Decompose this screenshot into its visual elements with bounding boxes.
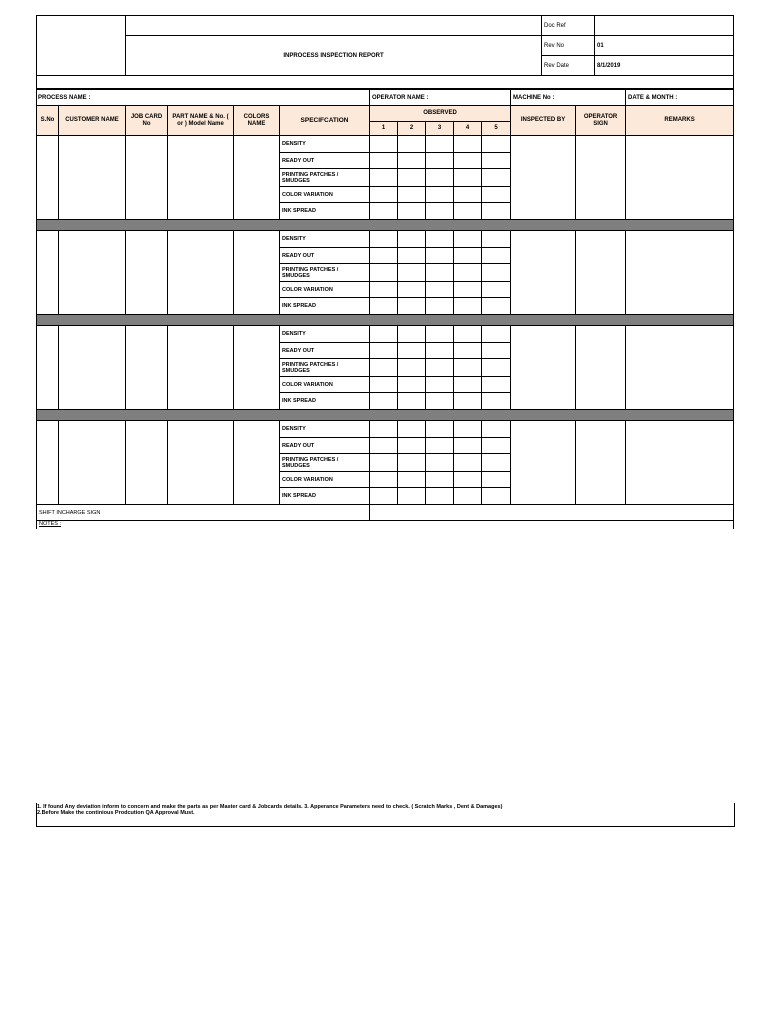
- separator-cell: [37, 410, 734, 421]
- observed-cell-5[interactable]: [482, 282, 511, 298]
- observed-cell-3[interactable]: [426, 488, 454, 505]
- part-name-cell[interactable]: [168, 136, 234, 220]
- observed-cell-5[interactable]: [482, 203, 511, 220]
- rev-no-label: Rev No: [542, 36, 595, 56]
- spec-label: READY OUT: [280, 438, 370, 454]
- observed-cell-5[interactable]: [482, 169, 511, 187]
- notes-cell: [37, 521, 734, 529]
- shift-incharge-sign-label: SHIFT INCHARGE SIGN: [37, 505, 370, 521]
- spec-label: PRINTING PATCHES / SMUDGES: [280, 359, 370, 377]
- spec-label: PRINTING PATCHES / SMUDGES: [280, 264, 370, 282]
- col-header-customer-name: CUSTOMER NAME: [59, 106, 126, 136]
- observed-cell-5[interactable]: [482, 153, 511, 169]
- observed-cell-1[interactable]: [370, 393, 398, 410]
- customer-name-cell[interactable]: [59, 421, 126, 505]
- remarks-cell[interactable]: [626, 421, 734, 505]
- table-row: [37, 421, 734, 438]
- block-separator: [37, 315, 734, 326]
- observed-cell-3[interactable]: [426, 359, 454, 377]
- col-header-remarks: REMARKS: [626, 106, 734, 136]
- col-header-job-card-no: JOB CARD No: [126, 106, 168, 136]
- observed-cell-3[interactable]: [426, 282, 454, 298]
- operator-name-label: OPERATOR NAME :: [370, 90, 511, 106]
- observed-cell-3[interactable]: [426, 472, 454, 488]
- colors-name-cell[interactable]: [234, 136, 280, 220]
- inspected-by-cell[interactable]: [511, 421, 576, 505]
- rev-no-value: 01: [595, 36, 734, 56]
- observed-cell-5[interactable]: [482, 454, 511, 472]
- observed-cell-1[interactable]: [370, 248, 398, 264]
- spec-label: READY OUT: [280, 248, 370, 264]
- observed-cell-1[interactable]: [370, 454, 398, 472]
- inspection-report-sheet: [36, 15, 733, 529]
- observed-cell-5[interactable]: [482, 136, 511, 153]
- observed-cell-4[interactable]: [454, 264, 482, 282]
- sno-cell[interactable]: [37, 136, 59, 220]
- observed-cell-3[interactable]: [426, 438, 454, 454]
- inspection-table: [36, 89, 734, 529]
- operator-sign-cell[interactable]: [576, 136, 626, 220]
- colors-name-cell[interactable]: [234, 231, 280, 315]
- spec-label: COLOR VARIATION: [280, 282, 370, 298]
- observed-cell-5[interactable]: [482, 393, 511, 410]
- colors-name-cell[interactable]: [234, 421, 280, 505]
- observed-cell-1[interactable]: [370, 136, 398, 153]
- col-header-observed: OBSERVED: [370, 106, 511, 122]
- spec-label: COLOR VARIATION: [280, 377, 370, 393]
- observed-cell-2[interactable]: [398, 421, 426, 438]
- col-header-sno: S.No: [37, 106, 59, 136]
- observed-cell-1[interactable]: [370, 488, 398, 505]
- observed-cell-3[interactable]: [426, 343, 454, 359]
- observed-cell-1[interactable]: [370, 343, 398, 359]
- remarks-cell[interactable]: [626, 231, 734, 315]
- part-name-cell[interactable]: [168, 421, 234, 505]
- observed-cell-1[interactable]: [370, 438, 398, 454]
- observed-cell-4[interactable]: [454, 282, 482, 298]
- col-header-part-name: PART NAME & No. ( or ) Model Name: [168, 106, 234, 136]
- observed-cell-2[interactable]: [398, 488, 426, 505]
- observed-cell-5[interactable]: [482, 472, 511, 488]
- operator-sign-cell[interactable]: [576, 421, 626, 505]
- spacer-row: [37, 76, 734, 89]
- customer-name-cell[interactable]: [59, 231, 126, 315]
- observed-cell-1[interactable]: [370, 472, 398, 488]
- job-card-no-cell[interactable]: [126, 136, 168, 220]
- note-1: 1. If found Any deviation inform to concern and make the parts as per Master card & Jobcards details. 3. Apperance Parameters need to check. ( Scratch Marks , Dent & Damages): [37, 804, 503, 810]
- observed-cell-5[interactable]: [482, 264, 511, 282]
- colors-name-cell[interactable]: [234, 326, 280, 410]
- spec-label: PRINTING PATCHES / SMUDGES: [280, 454, 370, 472]
- observed-cell-5[interactable]: [482, 248, 511, 264]
- observed-cell-4[interactable]: [454, 187, 482, 203]
- customer-name-cell[interactable]: [59, 326, 126, 410]
- table-row: [37, 231, 734, 248]
- spec-label: INK SPREAD: [280, 298, 370, 315]
- observed-cell-5[interactable]: [482, 343, 511, 359]
- observed-cell-2[interactable]: [398, 203, 426, 220]
- shift-incharge-sign-cell[interactable]: [370, 505, 734, 521]
- col-header-observed-2: 2: [398, 122, 426, 136]
- col-header-specification: SPECIFCATION: [280, 106, 370, 136]
- spec-label: COLOR VARIATION: [280, 187, 370, 203]
- doc-ref-value: [595, 16, 734, 36]
- observed-cell-2[interactable]: [398, 472, 426, 488]
- observed-cell-3[interactable]: [426, 248, 454, 264]
- observed-cell-2[interactable]: [398, 264, 426, 282]
- sno-cell[interactable]: [37, 421, 59, 505]
- inspected-by-cell[interactable]: [511, 326, 576, 410]
- observed-cell-1[interactable]: [370, 231, 398, 248]
- observed-cell-4[interactable]: [454, 248, 482, 264]
- block-separator: [37, 410, 734, 421]
- operator-sign-cell[interactable]: [576, 231, 626, 315]
- observed-cell-1[interactable]: [370, 377, 398, 393]
- observed-cell-2[interactable]: [398, 326, 426, 343]
- page-title: INPROCESS INSPECTION REPORT: [126, 36, 542, 76]
- observed-cell-3[interactable]: [426, 393, 454, 410]
- observed-cell-3[interactable]: [426, 326, 454, 343]
- table-row: [37, 326, 734, 343]
- observed-cell-3[interactable]: [426, 136, 454, 153]
- observed-cell-3[interactable]: [426, 421, 454, 438]
- block-separator: [37, 220, 734, 231]
- observed-cell-1[interactable]: [370, 153, 398, 169]
- observed-cell-2[interactable]: [398, 248, 426, 264]
- col-header-observed-4: 4: [454, 122, 482, 136]
- spec-label: READY OUT: [280, 153, 370, 169]
- observed-cell-2[interactable]: [398, 282, 426, 298]
- operator-sign-cell[interactable]: [576, 326, 626, 410]
- logo-box: [37, 16, 126, 76]
- observed-cell-1[interactable]: [370, 421, 398, 438]
- rev-date-value: 8/1/2019: [595, 56, 734, 76]
- observed-cell-3[interactable]: [426, 454, 454, 472]
- observed-cell-3[interactable]: [426, 298, 454, 315]
- notes-continued: [36, 803, 735, 827]
- spec-label: READY OUT: [280, 343, 370, 359]
- observed-cell-5[interactable]: [482, 359, 511, 377]
- observed-cell-5[interactable]: [482, 488, 511, 505]
- process-name-label: PROCESS NAME :: [37, 90, 370, 106]
- spec-label: INK SPREAD: [280, 488, 370, 505]
- observed-cell-3[interactable]: [426, 169, 454, 187]
- spec-label: INK SPREAD: [280, 203, 370, 220]
- header-blank: [126, 16, 542, 36]
- observed-cell-4[interactable]: [454, 298, 482, 315]
- observed-cell-4[interactable]: [454, 231, 482, 248]
- separator-cell: [37, 315, 734, 326]
- observed-cell-5[interactable]: [482, 187, 511, 203]
- remarks-cell[interactable]: [626, 326, 734, 410]
- remarks-cell[interactable]: [626, 136, 734, 220]
- inspected-by-cell[interactable]: [511, 136, 576, 220]
- date-month-label: DATE & MONTH :: [626, 90, 734, 106]
- observed-cell-4[interactable]: [454, 153, 482, 169]
- observed-cell-4[interactable]: [454, 136, 482, 153]
- observed-cell-3[interactable]: [426, 264, 454, 282]
- observed-cell-5[interactable]: [482, 298, 511, 315]
- observed-cell-4[interactable]: [454, 438, 482, 454]
- job-card-no-cell[interactable]: [126, 326, 168, 410]
- observed-cell-4[interactable]: [454, 326, 482, 343]
- observed-cell-1[interactable]: [370, 326, 398, 343]
- observed-cell-1[interactable]: [370, 169, 398, 187]
- observed-cell-1[interactable]: [370, 264, 398, 282]
- observed-cell-2[interactable]: [398, 343, 426, 359]
- spec-label: DENSITY: [280, 421, 370, 438]
- separator-cell: [37, 220, 734, 231]
- customer-name-cell[interactable]: [59, 136, 126, 220]
- observed-cell-3[interactable]: [426, 377, 454, 393]
- observed-cell-2[interactable]: [398, 359, 426, 377]
- observed-cell-4[interactable]: [454, 343, 482, 359]
- col-header-observed-5: 5: [482, 122, 511, 136]
- observed-cell-4[interactable]: [454, 203, 482, 220]
- machine-no-label: MACHINE No :: [511, 90, 626, 106]
- observed-cell-1[interactable]: [370, 282, 398, 298]
- col-header-operator-sign: OPERATOR SIGN: [576, 106, 626, 136]
- spec-label: DENSITY: [280, 231, 370, 248]
- part-name-cell[interactable]: [168, 231, 234, 315]
- table-row: [37, 136, 734, 153]
- observed-cell-2[interactable]: [398, 438, 426, 454]
- observed-cell-2[interactable]: [398, 136, 426, 153]
- note-2: 2.Before Make the continious Prodcution QA Approval Must.: [37, 810, 195, 816]
- col-header-observed-3: 3: [426, 122, 454, 136]
- observed-cell-2[interactable]: [398, 393, 426, 410]
- observed-cell-4[interactable]: [454, 472, 482, 488]
- observed-cell-4[interactable]: [454, 359, 482, 377]
- observed-cell-5[interactable]: [482, 421, 511, 438]
- sno-cell[interactable]: [37, 231, 59, 315]
- col-header-colors-name: COLORS NAME: [234, 106, 280, 136]
- observed-cell-2[interactable]: [398, 454, 426, 472]
- observed-cell-1[interactable]: [370, 359, 398, 377]
- job-card-no-cell[interactable]: [126, 421, 168, 505]
- part-name-cell[interactable]: [168, 326, 234, 410]
- observed-cell-2[interactable]: [398, 377, 426, 393]
- observed-cell-4[interactable]: [454, 393, 482, 410]
- observed-cell-2[interactable]: [398, 187, 426, 203]
- inspected-by-cell[interactable]: [511, 231, 576, 315]
- observed-cell-5[interactable]: [482, 231, 511, 248]
- observed-cell-2[interactable]: [398, 298, 426, 315]
- spec-label: PRINTING PATCHES / SMUDGES: [280, 169, 370, 187]
- observed-cell-4[interactable]: [454, 488, 482, 505]
- spec-label: DENSITY: [280, 136, 370, 153]
- observed-cell-4[interactable]: [454, 377, 482, 393]
- doc-ref-label: Doc Ref: [542, 16, 595, 36]
- observed-cell-1[interactable]: [370, 298, 398, 315]
- observed-cell-1[interactable]: [370, 187, 398, 203]
- report-header: [36, 15, 734, 89]
- observed-cell-4[interactable]: [454, 421, 482, 438]
- observed-cell-4[interactable]: [454, 454, 482, 472]
- spec-label: COLOR VARIATION: [280, 472, 370, 488]
- observed-cell-2[interactable]: [398, 153, 426, 169]
- observed-cell-2[interactable]: [398, 231, 426, 248]
- notes-label: NOTES :: [39, 521, 62, 527]
- observed-cell-1[interactable]: [370, 203, 398, 220]
- observed-cell-3[interactable]: [426, 231, 454, 248]
- col-header-inspected-by: INSPECTED BY: [511, 106, 576, 136]
- observed-cell-3[interactable]: [426, 187, 454, 203]
- observed-cell-5[interactable]: [482, 326, 511, 343]
- observed-cell-3[interactable]: [426, 203, 454, 220]
- col-header-observed-1: 1: [370, 122, 398, 136]
- job-card-no-cell[interactable]: [126, 231, 168, 315]
- observed-cell-5[interactable]: [482, 438, 511, 454]
- rev-date-label: Rev Date: [542, 56, 595, 76]
- sno-cell[interactable]: [37, 326, 59, 410]
- spec-label: INK SPREAD: [280, 393, 370, 410]
- observed-cell-2[interactable]: [398, 169, 426, 187]
- spec-label: DENSITY: [280, 326, 370, 343]
- observed-cell-5[interactable]: [482, 377, 511, 393]
- observed-cell-3[interactable]: [426, 153, 454, 169]
- observed-cell-4[interactable]: [454, 169, 482, 187]
